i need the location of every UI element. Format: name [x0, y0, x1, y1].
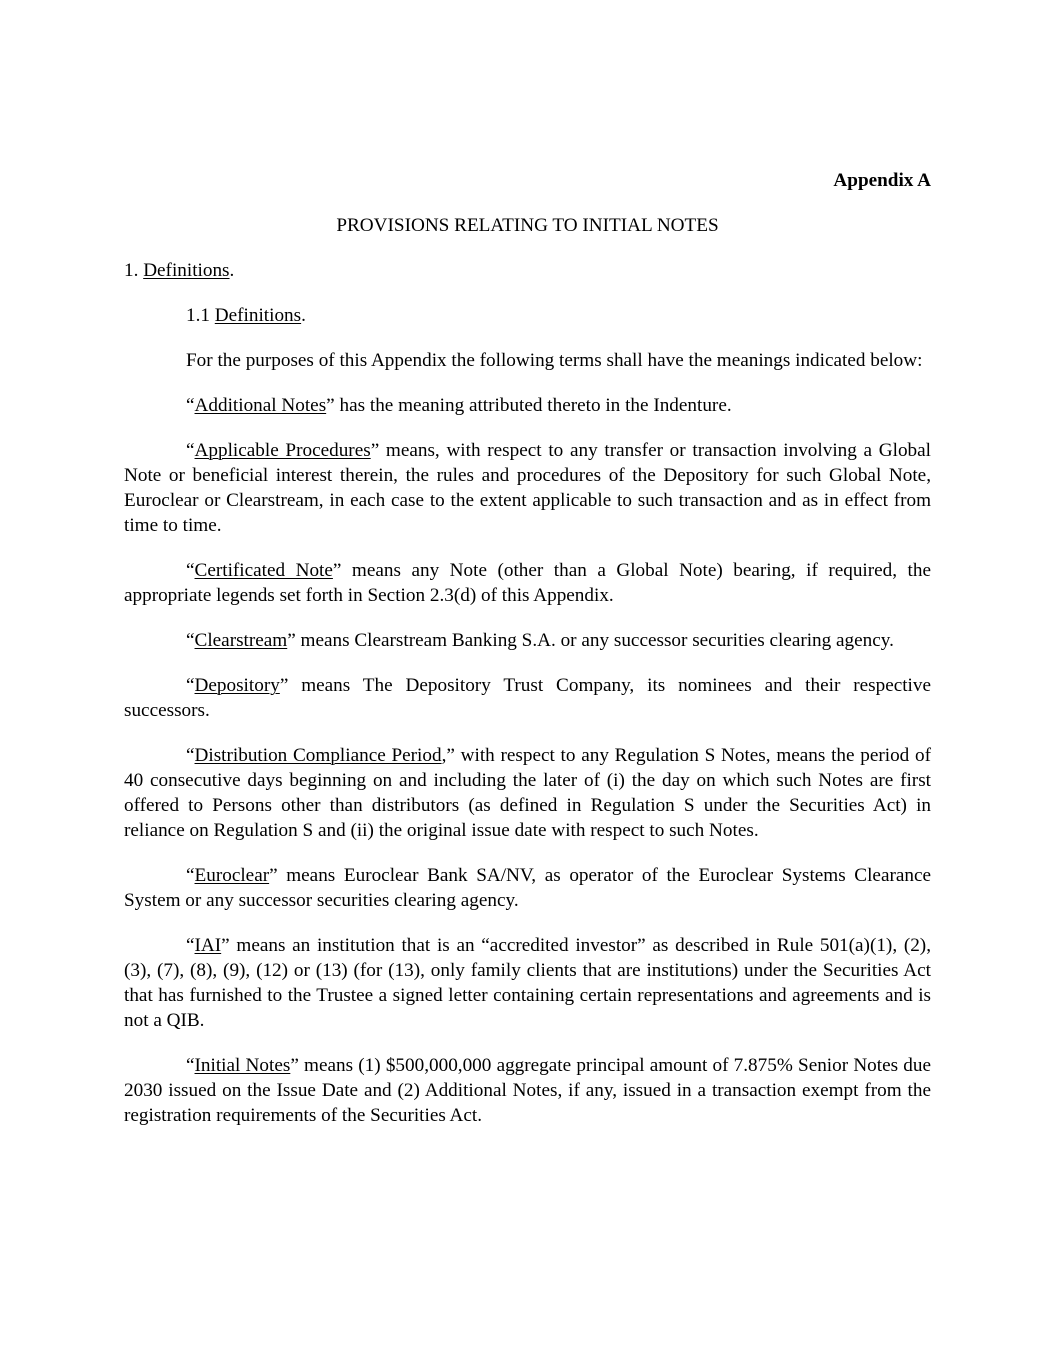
- defined-term: Clearstream: [194, 630, 288, 651]
- defined-term: Additional Notes: [194, 395, 327, 416]
- section-heading: [124, 258, 931, 283]
- section-number: 1.: [124, 260, 139, 281]
- document-title: PROVISIONS RELATING TO INITIAL NOTES: [336, 215, 719, 236]
- defined-term: Certificated Note: [194, 560, 333, 581]
- section-heading-text: Definitions: [143, 260, 230, 281]
- defined-term: Depository: [194, 675, 280, 696]
- open-quote: “: [186, 745, 195, 766]
- subsection-heading: [124, 303, 931, 328]
- definition-certificated-note: [124, 558, 931, 608]
- defined-term: IAI: [194, 935, 222, 956]
- definition-body: ” means an institution that is an “accredited investor” as described in Rule 501(a)(1), (2), (3), (7), (8), (9), (12) or (13) (for (13), only family clients that are institutions) under the Securities Act that has furnished to the Trustee a signed letter containing certain representations and agreements and is not a QIB.: [124, 935, 931, 1031]
- open-quote: “: [186, 935, 195, 956]
- definition-body: ” means (1) $500,000,000 aggregate principal amount of 7.875% Senior Notes due 2030 issued on the Issue Date and (2) Additional Notes, if any, issued in a transaction exempt from the registration requirements of the Securities Act.: [124, 1055, 931, 1126]
- open-quote: “: [186, 630, 195, 651]
- defined-term: Distribution Compliance Period: [194, 745, 442, 766]
- subsection-heading-suffix: .: [301, 305, 306, 326]
- intro-paragraph: For the purposes of this Appendix the following terms shall have the meanings indicated below:: [186, 350, 923, 371]
- definition-distribution-compliance-period: [124, 743, 931, 843]
- definition-body: ,” with respect to any Regulation S Notes, means the period of 40 consecutive days beginning on and including the later of (i) the day on which such Notes are first offered to Persons other than distributors (as defined in Regulation S under the Securities Act) in reliance on Regulation S and (ii) the original issue date with respect to such Notes.: [124, 745, 931, 841]
- definition-body: ” means Clearstream Banking S.A. or any successor securities clearing agency.: [287, 630, 894, 651]
- open-quote: “: [186, 560, 195, 581]
- open-quote: “: [186, 395, 195, 416]
- definition-iai: [124, 933, 931, 1033]
- definition-body: ” means, with respect to any transfer or transaction involving a Global Note or beneficial interest therein, the rules and procedures of the Depository for such Global Note, Euroclear or Clearstream, in each case to the extent applicable to such transaction and as in effect from time to time.: [124, 440, 932, 536]
- definition-body: ” means The Depository Trust Company, its nominees and their respective successors.: [124, 675, 931, 721]
- definition-body: ” means any Note (other than a Global Note) bearing, if required, the appropriate legends set forth in Section 2.3(d) of this Appendix.: [124, 560, 932, 606]
- open-quote: “: [186, 440, 195, 461]
- definition-initial-notes: [124, 1053, 931, 1128]
- definition-body: ” has the meaning attributed thereto in the Indenture.: [326, 395, 732, 416]
- definition-body: ” means Euroclear Bank SA/NV, as operator of the Euroclear Systems Clearance System or any successor securities clearing agency.: [124, 865, 931, 911]
- definition-depository: [124, 673, 931, 723]
- document-page: [124, 168, 931, 1148]
- defined-term: Applicable Procedures: [194, 440, 371, 461]
- definition-applicable-procedures: [124, 438, 931, 538]
- defined-term: Initial Notes: [194, 1055, 291, 1076]
- open-quote: “: [186, 675, 195, 696]
- subsection-number: 1.1: [186, 305, 210, 326]
- definition-additional-notes: [124, 393, 931, 418]
- appendix-label: Appendix A: [833, 170, 931, 191]
- definition-euroclear: [124, 863, 931, 913]
- subsection-heading-text: Definitions: [214, 305, 302, 326]
- definition-clearstream: [124, 628, 931, 653]
- open-quote: “: [186, 1055, 195, 1076]
- open-quote: “: [186, 865, 195, 886]
- defined-term: Euroclear: [194, 865, 270, 886]
- section-heading-suffix: .: [229, 260, 235, 281]
